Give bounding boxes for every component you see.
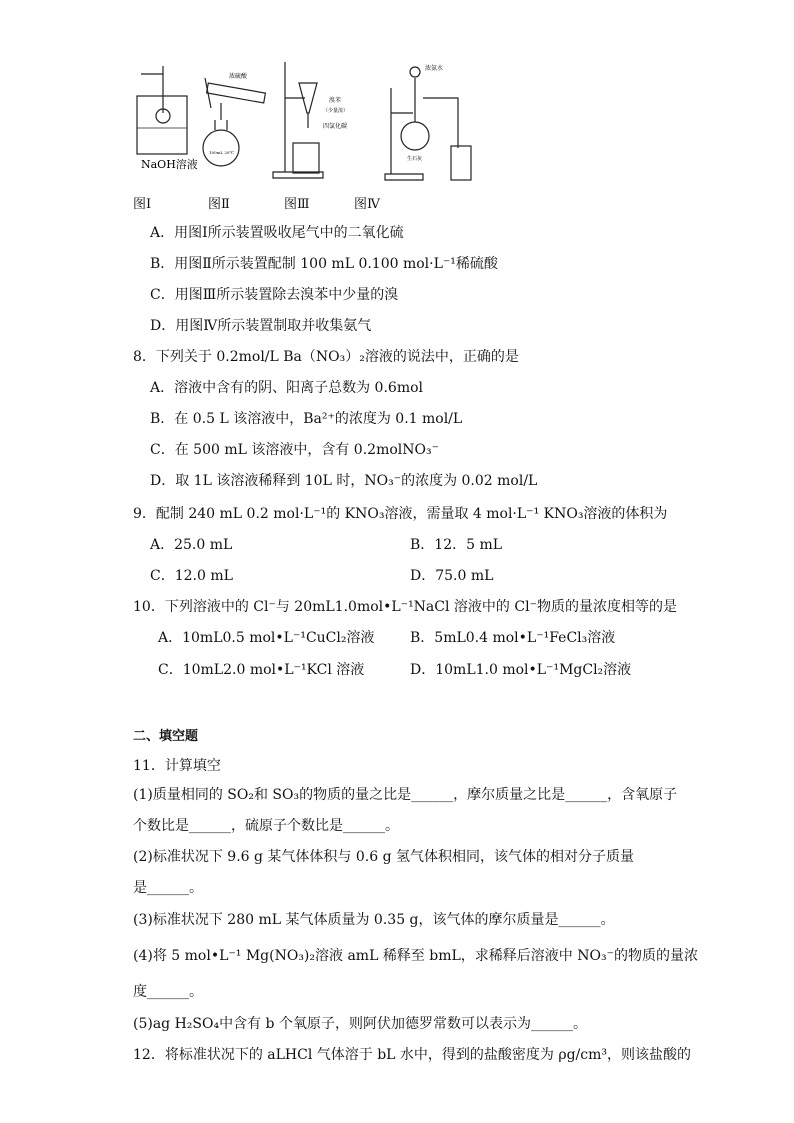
- fig3-label-1: 溴苯: [329, 97, 342, 104]
- q9-stem: 9．配制 240 mL 0.2 mol·L⁻¹的 KNO₃溶液，需量取 4 mol·L⁻¹ KNO₃溶液的体积为: [133, 506, 668, 522]
- q10-option-c: C．10mL2.0 mol•L⁻¹KCl 溶液: [158, 662, 365, 678]
- fig4-label: 图Ⅳ: [354, 197, 380, 212]
- q8-option-d: D．取 1L 该溶液稀释到 10L 时，NO₃⁻的浓度为 0.02 mol/L: [150, 473, 538, 489]
- fig2-label: 图Ⅱ: [208, 197, 230, 212]
- fig2-label-top: 浓硫酸: [229, 73, 248, 80]
- fig1-gas-absorption-diagram: [137, 66, 187, 154]
- q10-option-b: B．5mL0.4 mol•L⁻¹FeCl₃溶液: [410, 630, 616, 646]
- q11-line-2: 个数比是______，硫原子个数比是______。: [133, 818, 399, 834]
- fig4-label-2: 生石灰: [407, 156, 423, 162]
- q11-line-4: 是______。: [133, 880, 203, 896]
- q10-stem: 10．下列溶液中的 Cl⁻与 20mL1.0mol•L⁻¹NaCl 溶液中的 Cl⁻物质的量浓度相等的是: [133, 599, 677, 615]
- q7-option-d: D．用图Ⅳ所示装置制取并收集氨气: [150, 318, 372, 334]
- q11-line-7: 度______。: [133, 984, 203, 1000]
- q11-line-3: (2)标准状况下 9.6 g 某气体体积与 0.6 g 氢气体积相同，该气体的相对分子质量: [133, 849, 634, 865]
- q8-option-c: C．在 500 mL 该溶液中，含有 0.2molNO₃⁻: [150, 442, 439, 458]
- q9-option-b: B．12．5 mL: [410, 537, 503, 553]
- q11-line-6: (4)将 5 mol•L⁻¹ Mg(NO₃)₂溶液 amL 稀释至 bmL，求稀释后溶液中 NO₃⁻的物质的量浓: [133, 948, 698, 964]
- q9-option-d: D．75.0 mL: [410, 568, 494, 584]
- q12-stem: 12．将标准状况下的 aLHCl 气体溶于 bL 水中，得到的盐酸密度为 ρg/cm³，则该盐酸的: [133, 1047, 692, 1063]
- q11-line-8: (5)ag H₂SO₄中含有 b 个氧原子，则阿伏加德罗常数可以表示为______。: [133, 1016, 587, 1032]
- fig3-label: 图Ⅲ: [284, 197, 310, 212]
- q11-stem: 11．计算填空: [133, 758, 221, 774]
- q11-line-5: (3)标准状况下 280 mL 某气体质量为 0.35 g，该气体的摩尔质量是______。: [133, 912, 615, 928]
- fig1-label: 图Ⅰ: [133, 197, 152, 212]
- fig4-label-1: 浓氨水: [425, 65, 444, 72]
- q10-option-d: D．10mL1.0 mol•L⁻¹MgCl₂溶液: [410, 662, 632, 678]
- q11-line-1: (1)质量相同的 SO₂和 SO₃的物质的量之比是______，摩尔质量之比是______，含氧原子: [133, 787, 678, 803]
- apparatus-figures: [133, 58, 473, 188]
- q10-option-a: A．10mL0.5 mol•L⁻¹CuCl₂溶液: [158, 630, 375, 646]
- q9-option-a: A．25.0 mL: [150, 537, 233, 553]
- section-title: 二、填空题: [133, 729, 199, 744]
- q7-option-c: C．用图Ⅲ所示装置除去溴苯中少量的溴: [150, 287, 399, 303]
- fig3-label-3: 四氯化碳: [323, 123, 348, 130]
- fig2-label-flask: 100mL 20℃: [209, 150, 234, 155]
- q7-option-b: B．用图Ⅱ所示装置配制 100 mL 0.100 mol·L⁻¹稀硫酸: [150, 256, 498, 272]
- fig3-separatory-funnel-diagram: [273, 62, 323, 178]
- fig4-ammonia-generation-diagram: [385, 67, 471, 180]
- q9-option-c: C．12.0 mL: [150, 568, 233, 584]
- q8-stem: 8．下列关于 0.2mol/L Ba（NO₃）₂溶液的说法中，正确的是: [133, 349, 519, 365]
- q8-option-b: B．在 0.5 L 该溶液中，Ba²⁺的浓度为 0.1 mol/L: [150, 411, 463, 427]
- q8-option-a: A．溶液中含有的阴、阳离子总数为 0.6mol: [150, 380, 424, 396]
- q7-option-a: A．用图Ⅰ所示装置吸收尾气中的二氧化硫: [150, 225, 404, 241]
- fig3-label-2: （少量溴）: [323, 108, 349, 114]
- fig1-caption: NaOH溶液: [141, 158, 198, 171]
